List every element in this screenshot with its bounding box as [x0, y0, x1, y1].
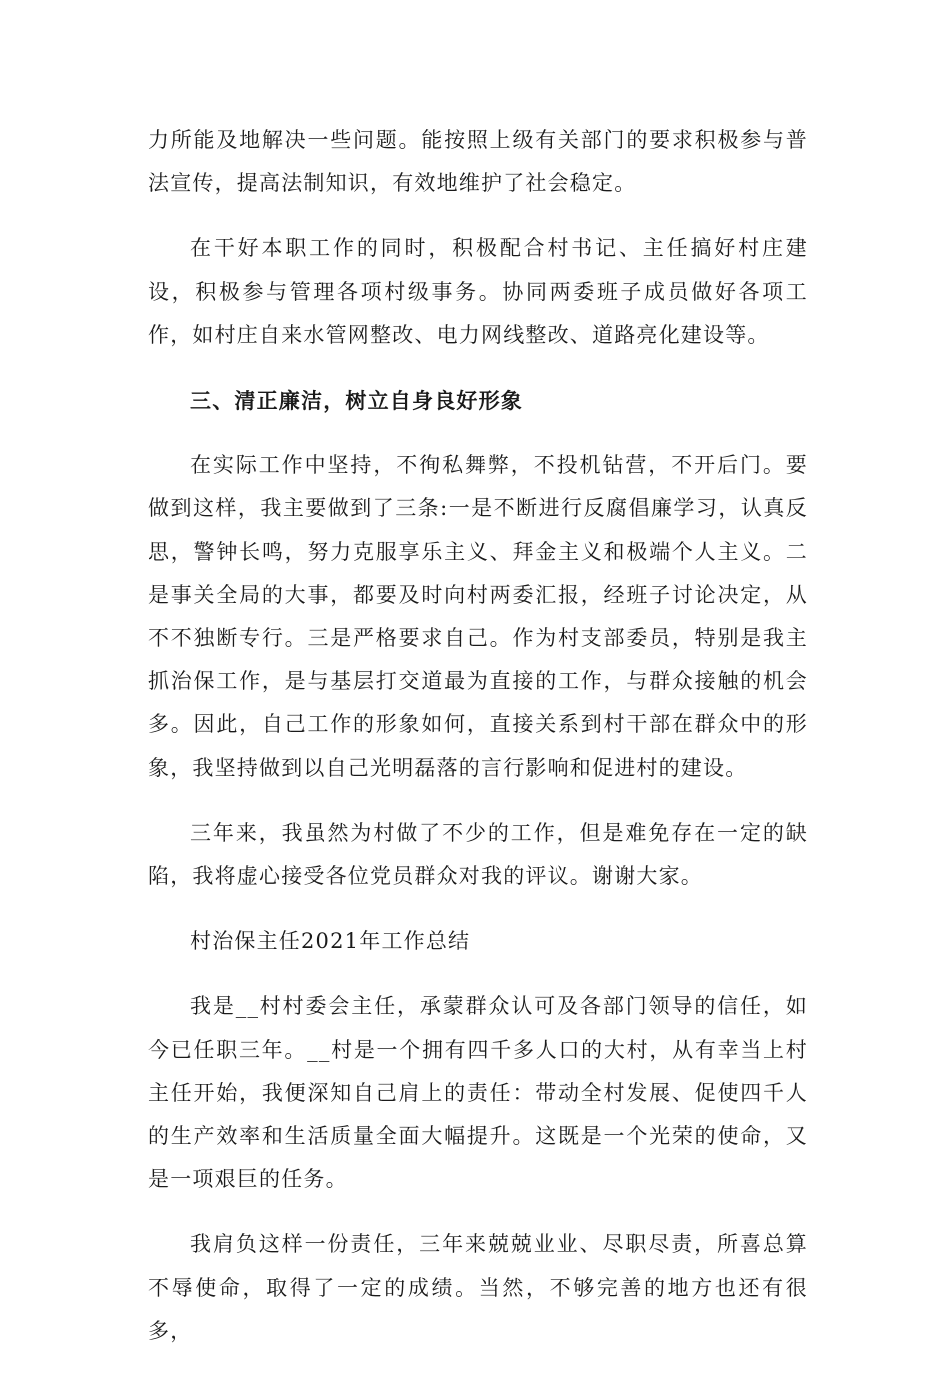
- document-subtitle: 村治保主任2021年工作总结: [190, 929, 471, 954]
- paragraph-continuation: 力所能及地解决一些问题。能按照上级有关部门的要求积极参与普法宣传，提高法制知识，有效地维护了社会稳定。: [148, 128, 808, 196]
- paragraph-introduction: 我是__村村委会主任，承蒙群众认可及各部门领导的信任，如今已任职三年。__村是一个拥有四千多人口的大村，从有幸当上村主任开始，我便深知自己肩上的责任：带动全村发展、促使四千人的生产效率和生活质量全面大幅提升。这既是一个光荣的使命，又是一项艰巨的任务。: [148, 994, 808, 1192]
- document-body: [148, 119, 808, 1375]
- paragraph-closing-thanks: 三年来，我虽然为村做了不少的工作，但是难免存在一定的缺陷，我将虚心接受各位党员群众对我的评议。谢谢大家。: [148, 820, 808, 889]
- section-heading-integrity: 三、清正廉洁，树立自身良好形象: [190, 388, 523, 414]
- paragraph-village-construction: 在干好本职工作的同时，积极配合村书记、主任搞好村庄建设，积极参与管理各项村级事务。协同两委班子成员做好各项工作，如村庄自来水管网整改、电力网线整改、道路亮化建设等。: [148, 236, 808, 347]
- paragraph-responsibility: 我肩负这样一份责任，三年来兢兢业业、尽职尽责，所喜总算不辱使命，取得了一定的成绩。当然，不够完善的地方也还有很多，: [148, 1232, 808, 1343]
- paragraph-integrity-practice: 在实际工作中坚持，不徇私舞弊，不投机钻营，不开后门。要做到这样，我主要做到了三条:一是不断进行反腐倡廉学习，认真反思，警钟长鸣，努力克服享乐主义、拜金主义和极端个人主义。二是事关全局的大事，都要及时向村两委汇报，经班子讨论决定，从不不独断专行。三是严格要求自己。作为村支部委员，特别是我主抓治保工作，是与基层打交道最为直接的工作，与群众接触的机会多。因此，自己工作的形象如何，直接关系到村干部在群众中的形象，我坚持做到以自己光明磊落的言行影响和促进村的建设。: [148, 453, 808, 780]
